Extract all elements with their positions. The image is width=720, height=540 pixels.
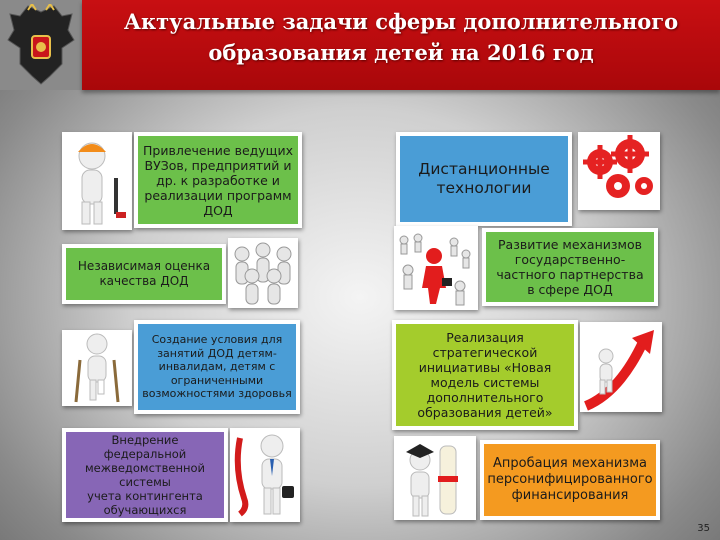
task-text-accounting-system: Внедрение федеральной межведомственной системы учета контингента обучающихся [84, 433, 206, 517]
task-text-new-model: Реализация стратегической инициативы «Новая модель системы дополнительного образования детей» [417, 330, 553, 420]
worker-figure-icon [62, 132, 132, 230]
task-text-distance-tech: Дистанционные технологии [418, 160, 550, 197]
task-box-quality-assessment [62, 244, 226, 304]
graduate-diploma-icon [394, 436, 476, 520]
leader-crowd-icon [394, 226, 478, 310]
task-text-universities: Привлечение ведущих ВУЗов, предприятий и др. к разработке и реализации программ ДОД [143, 142, 293, 218]
page-number: 35 [697, 523, 710, 534]
task-text-personified-financing: Апробация механизма персонифицированного финансирования [487, 456, 653, 503]
task-box-universities [134, 132, 302, 228]
growth-arrow-icon [580, 322, 662, 412]
task-box-disabled-children [134, 320, 300, 414]
group-figures-icon [228, 238, 298, 308]
task-text-disabled-children: Создание условия для занятий ДОД детям- инвалидам, детям с ограниченными возможностями здоровья [142, 333, 292, 401]
task-box-accounting-system [62, 428, 228, 522]
crutches-figure-icon [62, 330, 132, 406]
task-box-personified-financing [480, 440, 660, 520]
task-text-quality-assessment: Независимая оценка качества ДОД [77, 259, 211, 288]
task-box-new-model [392, 320, 578, 430]
emblem-panel [0, 0, 82, 90]
coat-of-arms-icon [6, 4, 76, 86]
gears-icon [578, 132, 660, 210]
slide-title: Актуальные задачи сферы дополнительного образования детей на 2016 год [123, 9, 679, 65]
businessman-figure-icon [230, 428, 300, 522]
task-box-distance-tech [396, 132, 572, 226]
task-box-partnership [482, 228, 658, 306]
task-text-partnership: Развитие механизмов государственно- частного партнерства в сфере ДОД [496, 237, 644, 297]
